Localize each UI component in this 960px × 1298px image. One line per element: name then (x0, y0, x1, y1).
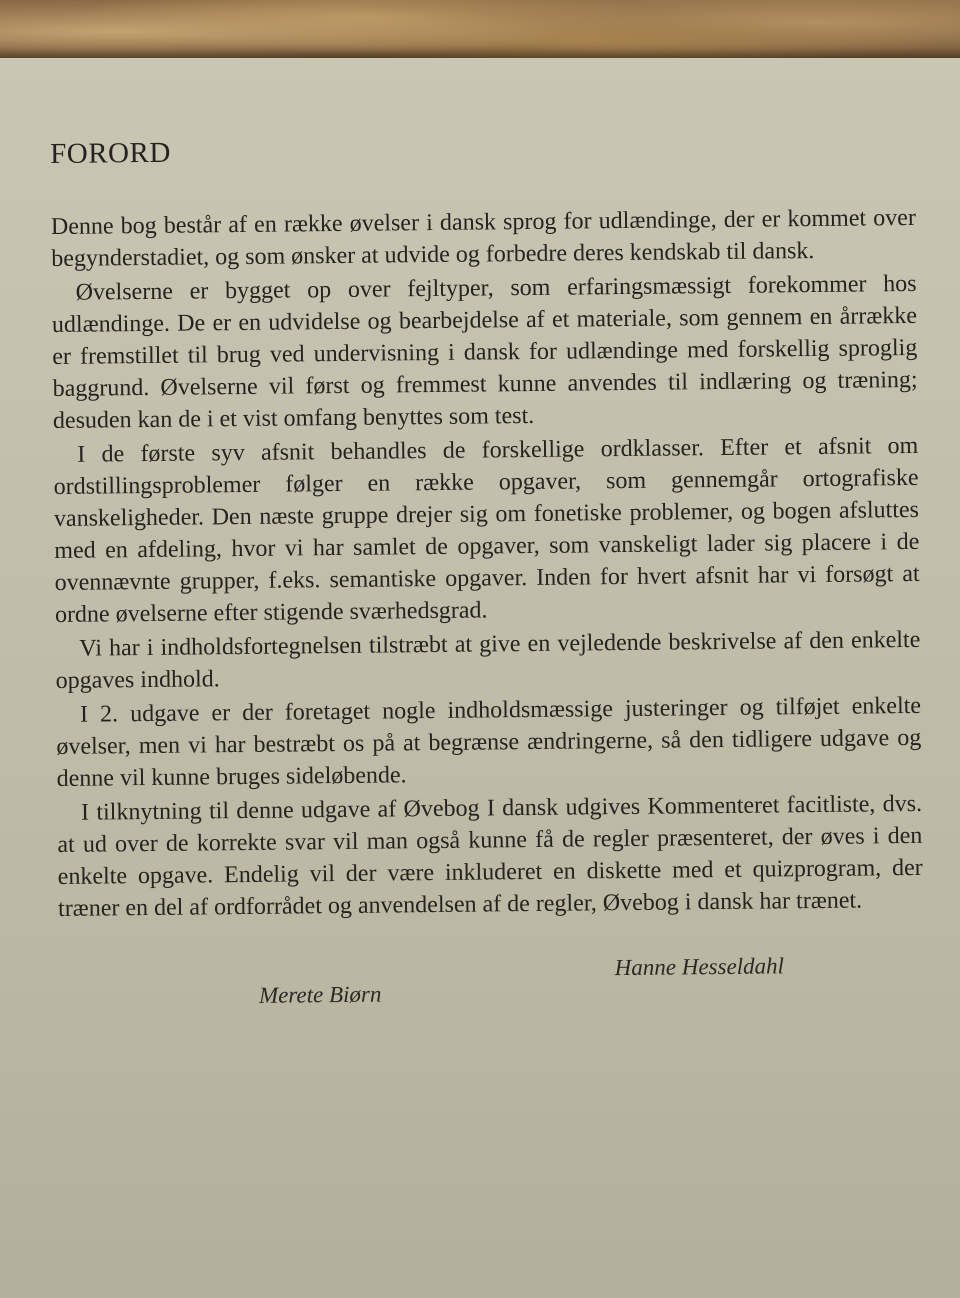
paragraph-4: Vi har i indholdsfortegnelsen tilstræbt at give en vejledende beskrivelse af den enkelte opgaves indhold. (55, 626, 921, 694)
signatures (59, 942, 925, 1031)
paragraph-2: Øvelserne er bygget op over fejltyper, som erfaringsmæssigt forekommer hos udlændinge. De er en udvidelse og bearbejdelse af et materiale, som gennem en årrække er fremstillet til brug ved undervisning i dansk for udlændinge med forskellig sproglig baggrund. Øvelserne vil først og fremmest kunne anvendes til indlæring og træning; desuden kan de i et vist omfang benyttes som test. (51, 270, 918, 434)
paragraph-6: I tilknytning til denne udgave af Øvebog I dansk udgives Kommenteret facitliste, dvs. at ud over de korrekte svar vil man også kunne få de regler præsenteret, der øves i den enkelte opgave. Endelig vil der være inkluderet en diskette med et quizprogram, der træner en del af ordforrådet og anvendelsen af de regler, Øvebog i dansk har trænet. (57, 790, 923, 922)
paragraph-3: I de første syv afsnit behandles de forskellige ordklasser. Efter et afsnit om ordstillingsproblemer følger en række opgaver, som gennemgår ortografiske vanskeligheder. Den næste gruppe drejer sig om fonetiske problemer, og bogen afsluttes med en afdeling, hvor vi har samlet de opgaver, som vanskeligt lader sig placere i de ovennævnte grupper, f.eks. semantiske opgaver. Inden for hvert afsnit har vi forsøgt at ordne øvelserne efter stigende sværhedsgrad. (53, 432, 920, 628)
page-content (50, 129, 924, 1031)
signature-hanne-hesseldahl: Hanne Hesseldahl (614, 953, 785, 981)
page-title: FORORD (50, 136, 171, 170)
book-page (0, 58, 960, 1298)
paragraph-1: Denne bog består af en række øvelser i dansk sprog for udlændinge, der er kommet over begynderstadiet, og som ønsker at udvide og forbedre deres kendskab til dansk. (50, 204, 917, 272)
paragraph-5: I 2. udgave er der foretaget nogle indholdsmæssige justeringer og tilføjet enkelte øvelser, men vi har bestræbt os på at begrænse ændringerne, så den tidligere udgave og denne vil kunne bruges sideløbende. (56, 692, 922, 792)
signature-merete-biorn: Merete Biørn (258, 981, 382, 1008)
